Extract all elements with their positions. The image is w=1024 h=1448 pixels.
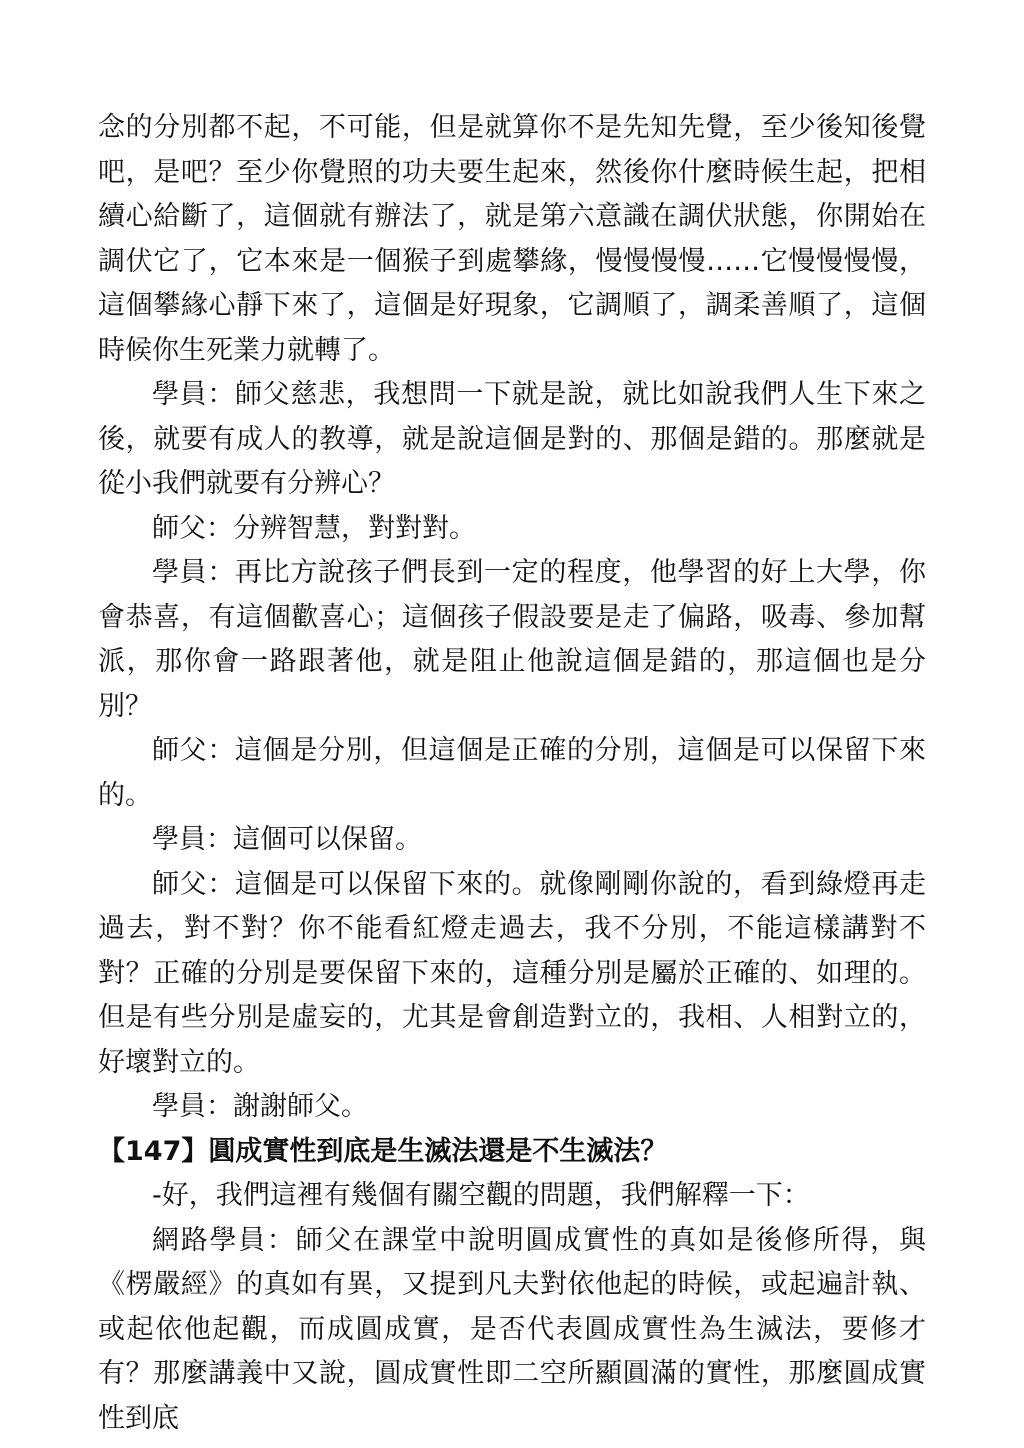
paragraph-student-question: 學員：師父慈悲，我想問一下就是說，就比如說我們人生下來之後，就要有成人的教導，就是說這個是對的、那個是錯的。那麼就是從小我們就要有分辨心？ — [98, 379, 926, 499]
paragraph-student-remark: 學員：這個可以保留。 — [152, 824, 422, 855]
paragraph-student-thanks: 學員：謝謝師父。 — [152, 1091, 368, 1122]
paragraph-student-question: 學員：再比方說孩子們長到一定的程度，他學習的好上大學，你會恭喜，有這個歡喜心；這個孩子假設要是走了偏路，吸毒、參加幫派，那你會一路跟著他，就是阻止他說這個是錯的，那這個也是分別？ — [98, 557, 926, 722]
section-heading: 【147】圓成實性到底是生滅法還是不生滅法？ — [98, 1135, 668, 1167]
paragraph-online-student-question: 網路學員：師父在課堂中說明圓成實性的真如是後修所得，與《楞嚴經》的真如有異，又提到凡夫對依他起的時候，或起遍計執、或起依他起觀，而成圓成實，是否代表圓成實性為生滅法，要修才有？那麼講義中又說，圓成實性即二空所顯圓滿的實性，那麼圓成實性到底 — [98, 1224, 926, 1434]
paragraph-master-reply: 師父：這個是分別，但這個是正確的分別，這個是可以保留下來的。 — [98, 735, 926, 811]
paragraph-master-reply: 師父：分辨智慧，對對對。 — [152, 512, 476, 544]
paragraph-master-reply: 師父：這個是可以保留下來的。就像剛剛你說的，看到綠燈再走過去，對不對？你不能看紅燈走過去，我不分別，不能這樣講對不對？正確的分別是要保留下來的，這種分別是屬於正確的、如理的。但是有些分別是虛妄的，尤其是會創造對立的，我相、人相對立的，好壞對立的。 — [98, 868, 926, 1078]
paragraph-continuation: 念的分別都不起，不可能，但是就算你不是先知先覺，至少後知後覺吧，是吧？至少你覺照的功夫要生起來，然後你什麼時候生起，把相續心給斷了，這個就有辦法了，就是第六意識在調伏狀態，你開始在調伏它了，它本來是一個猴子到處攀緣，慢慢慢慢……它慢慢慢慢，這個攀緣心靜下來了，這個是好現象，它調順了，調柔善順了，這個時候你生死業力就轉了。 — [98, 112, 926, 366]
paragraph-intro: -好，我們這裡有幾個有關空觀的問題，我們解釋一下： — [152, 1180, 810, 1211]
document-body — [98, 106, 926, 1441]
